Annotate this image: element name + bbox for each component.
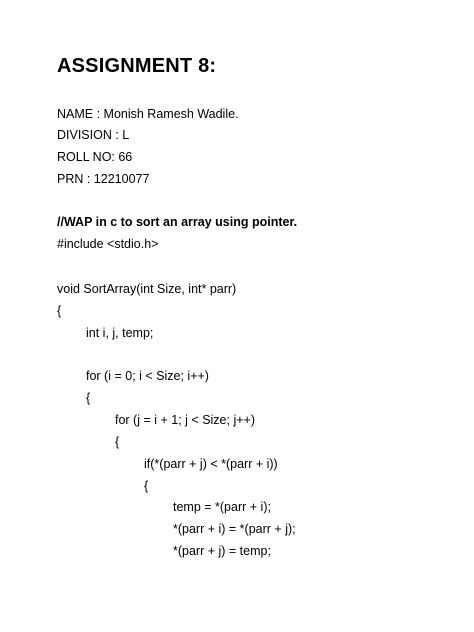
code-line: {: [115, 435, 120, 449]
code-line: *(parr + j) = temp;: [173, 544, 271, 558]
code-line: void SortArray(int Size, int* parr): [57, 282, 237, 296]
code-line: int i, j, temp;: [86, 326, 154, 340]
student-prn: PRN : 12210077: [57, 172, 150, 186]
code-line: *(parr + i) = *(parr + j);: [173, 522, 296, 536]
student-division: DIVISION : L: [57, 128, 130, 142]
code-line: {: [86, 391, 91, 405]
task-heading: //WAP in c to sort an array using pointer.: [57, 215, 298, 229]
code-line: temp = *(parr + i);: [173, 500, 271, 514]
student-name: NAME : Monish Ramesh Wadile.: [57, 107, 239, 121]
code-line: {: [144, 479, 149, 493]
student-roll-no: ROLL NO: 66: [57, 150, 133, 164]
code-line: {: [57, 304, 62, 318]
assignment-title: ASSIGNMENT 8:: [57, 55, 217, 77]
code-line: for (i = 0; i < Size; i++): [86, 369, 209, 383]
code-line: for (j = i + 1; j < Size; j++): [115, 413, 255, 427]
code-line: #include <stdio.h>: [57, 237, 159, 251]
code-line: if(*(parr + j) < *(parr + i)): [144, 457, 278, 471]
